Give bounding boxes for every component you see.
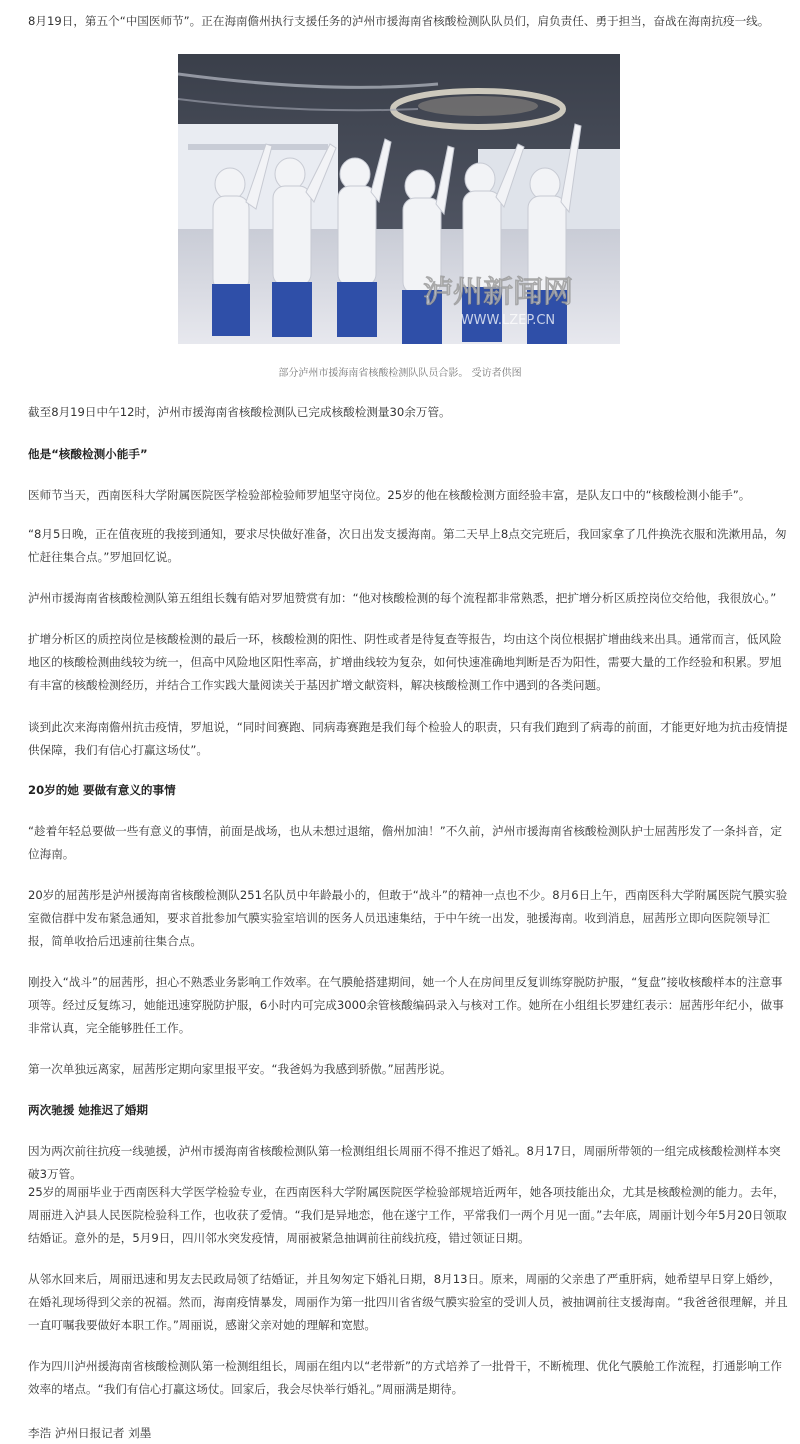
paragraph-6: 扩增分析区的质控岗位是核酸检测的最后一环，核酸检测的阳性、阴性或者是待复查等报告，均由这个岗位根据扩增曲线来出具。通常而言，低风险地区的核酸检测曲线较为统一，但高中风险地区阳性率高，扩增曲线较为复杂，如何快速准确地判断是否为阳性，需要大量的工作经验和积累。罗旭有丰富的核酸检测经历，并结合工作实践大量阅读关于基因扩增文献资料，解决核酸检测工作中遇到的各类问题。 bbox=[28, 632, 782, 692]
section-heading-1: 他是“核酸检测小能手” bbox=[28, 447, 148, 461]
photo-caption: 部分泸州市援海南省核酸检测队队员合影。 受访者供图 bbox=[278, 368, 522, 379]
article-photo bbox=[178, 54, 620, 344]
paragraph-9: 20岁的屈茜彤是泸州援海南省核酸检测队251名队员中年龄最小的，但敢于“战斗”的精神一点也不少。8月6日上午，西南医科大学附属医院气膜实验室微信群中发布紧急通知，要求首批参加气膜实验室培训的医务人员迅速集结，于中午统一出发，驰援海南。收到消息，屈茜彤立即向医院领导汇报，简单收拾后迅速前往集合点。 bbox=[28, 888, 788, 948]
paragraph-8: “趁着年轻总要做一些有意义的事情，前面是战场，也从未想过退缩，儋州加油！”不久前，泸州市援海南省核酸检测队护士屈茜彤发了一条抖音，定位海南。 bbox=[28, 824, 783, 861]
paragraph-intro: 8月19日，第五个“中国医师节”。正在海南儋州执行支援任务的泸州市援海南省核酸检测队队员们，肩负责任、勇于担当，奋战在海南抗疫一线。 bbox=[28, 14, 770, 28]
section-heading-3: 两次驰援 她推迟了婚期 bbox=[28, 1103, 148, 1117]
section-heading-2: 20岁的她 要做有意义的事情 bbox=[28, 783, 176, 797]
paragraph-14: 从邻水回来后，周丽迅速和男友去民政局领了结婚证，并且匆匆定下婚礼日期，8月13日。原来，周丽的父亲患了严重肝病，她希望早日穿上婚纱，在婚礼现场得到父亲的祝福。然而，海南疫情暴发，周丽作为第一批四川省省级气膜实验室的受训人员，被抽调前往支援海南。“我爸爸很理解，并且一直叮嘱我要做好本职工作。”周丽说，感谢父亲对她的理解和宽慰。 bbox=[28, 1272, 788, 1332]
paragraph-15: 作为四川泸州援海南省核酸检测队第一检测组组长，周丽在组内以“老带新”的方式培养了一批骨干，不断梳理、优化气膜舱工作流程，打通影响工作效率的堵点。“我们有信心打赢这场仗。回家后，我会尽快举行婚礼。”周丽满是期待。 bbox=[28, 1359, 783, 1396]
watermark-url: WWW.LZEP.CN bbox=[460, 313, 556, 328]
paragraph-3: 医师节当天，西南医科大学附属医院医学检验部检验师罗旭坚守岗位。25岁的他在核酸检测方面经验丰富，是队友口中的“核酸检测小能手”。 bbox=[28, 488, 751, 502]
paragraph-4: “8月5日晚，正在值夜班的我接到通知，要求尽快做好准备，次日出发支援海南。第二天早上8点交完班后，我回家拿了几件换洗衣服和洗漱用品，匆忙赶往集合点。”罗旭回忆说。 bbox=[28, 527, 787, 564]
byline: 李浩 泸州日报记者 刘墨 bbox=[28, 1426, 152, 1440]
paragraph-7: 谈到此次来海南儋州抗击疫情，罗旭说，“同时间赛跑、同病毒赛跑是我们每个检验人的职责，只有我们跑到了病毒的前面，才能更好地为抗击疫情提供保障，我们有信心打赢这场仗”。 bbox=[28, 720, 788, 757]
paragraph-10: 刚投入“战斗”的屈茜彤，担心不熟悉业务影响工作效率。在气膜舱搭建期间，她一个人在房间里反复训练穿脱防护服，“复盘”接收核酸样本的注意事项等。经过反复练习，她能迅速穿脱防护服，6小时内可完成3000余管核酸编码录入与核对工作。她所在小组组长罗建红表示：屈茜彤年纪小，做事非常认真，完全能够胜任工作。 bbox=[28, 975, 784, 1035]
paragraph-5: 泸州市援海南省核酸检测队第五组组长魏有皓对罗旭赞赏有加：“他对核酸检测的每个流程都非常熟悉，把扩增分析区质控岗位交给他，我很放心。” bbox=[28, 591, 777, 605]
paragraph-11: 第一次单独远离家，屈茜彤定期向家里报平安。“我爸妈为我感到骄傲。”屈茜彤说。 bbox=[28, 1062, 452, 1076]
paragraph-13: 25岁的周丽毕业于西南医科大学医学检验专业，在西南医科大学附属医院医学检验部规培近两年，她各项技能出众，尤其是核酸检测的能力。去年，周丽进入泸县人民医院检验科工作，也收获了爱情。“我们是异地恋，他在遂宁工作，平常我们一两个月见一面。”去年底，周丽计划今年5月20日领取结婚证。意外的是，5月9日，四川邻水突发疫情，周丽被紧急抽调前往前线抗疫，错过领证日期。 bbox=[28, 1185, 787, 1245]
paragraph-12: 因为两次前往抗疫一线驰援，泸州市援海南省核酸检测队第一检测组组长周丽不得不推迟了婚礼。8月17日，周丽所带领的一组完成核酸检测样本突破3万管。 bbox=[28, 1144, 781, 1181]
watermark-text: 泸州新闻网 bbox=[423, 275, 573, 310]
paragraph-2: 截至8月19日中午12时，泸州市援海南省核酸检测队已完成核酸检测量30余万管。 bbox=[28, 405, 451, 419]
photo-illustration bbox=[178, 54, 620, 344]
